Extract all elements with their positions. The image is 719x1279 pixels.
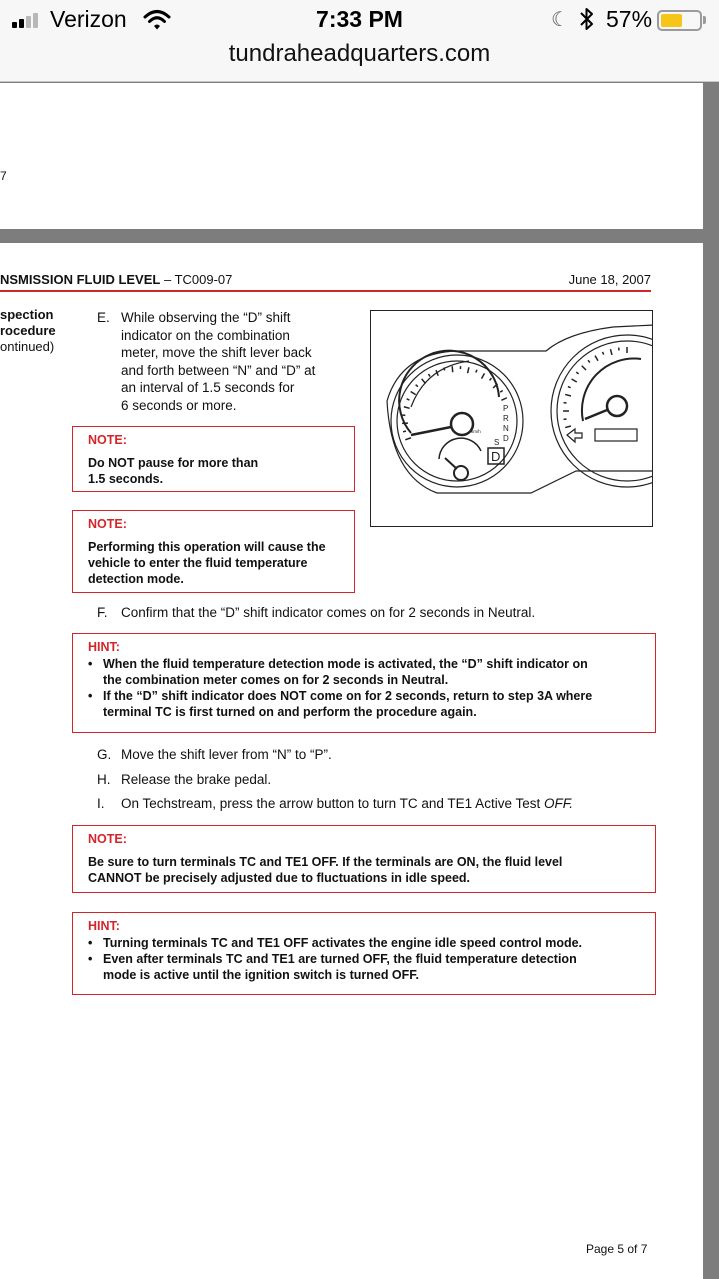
- note-line: Performing this operation will cause the: [88, 540, 326, 554]
- document-date: June 18, 2007: [568, 272, 651, 287]
- battery-nub: [703, 16, 706, 24]
- step-letter: F.: [97, 605, 108, 620]
- step-letter: H.: [97, 772, 111, 787]
- step-i-main: On Techstream, press the arrow button to turn TC and TE1 Active Test: [121, 796, 544, 811]
- battery-fill: [661, 14, 682, 27]
- gear-letter-s: S: [494, 438, 500, 447]
- gauge-tick: [422, 379, 426, 384]
- step-g-text: Move the shift lever from “N” to “P”.: [121, 747, 332, 762]
- note-line: vehicle to enter the fluid temperature: [88, 556, 308, 570]
- hint-bullet: [88, 688, 641, 720]
- gauge-tick: [444, 368, 445, 371]
- hint-line: • When the fluid temperature detection mode is activated, the “D” shift indicator on: [103, 657, 588, 671]
- section-label-line: rocedure: [0, 323, 56, 338]
- combination-meter-drawing: [371, 311, 653, 527]
- gauge-label: km/h: [471, 429, 481, 434]
- gauge-tick: [468, 367, 469, 373]
- hint-bullet: [88, 951, 641, 983]
- step-f-text: Confirm that the “D” shift indicator comes on for 2 seconds in Neutral.: [121, 605, 536, 620]
- note-title: NOTE:: [88, 832, 127, 846]
- gauge-tick: [411, 391, 416, 394]
- gauge-tick: [476, 370, 477, 373]
- hint-line: • Even after terminals TC and TE1 are turned OFF, the fluid temperature detection: [103, 952, 577, 966]
- document-header: [0, 272, 651, 292]
- gauge-tick: [565, 426, 571, 428]
- hint-line: • If the “D” shift indicator does NOT come on for 2 seconds, return to step 3A where: [103, 689, 593, 703]
- note-line: CANNOT be precisely adjusted due to fluctuations in idle speed.: [88, 871, 471, 885]
- hint-line: mode is active until the ignition switch is turned OFF.: [103, 968, 420, 982]
- hint-bullet: [88, 935, 641, 951]
- hint-title: HINT:: [88, 640, 120, 654]
- step-h-text: Release the brake pedal.: [121, 772, 272, 787]
- previous-page: [0, 83, 703, 229]
- step-line: and forth between “N” and “D” at: [121, 362, 316, 378]
- note-line: Be sure to turn terminals TC and TE1 OFF. If the terminals are ON, the fluid level: [88, 855, 563, 869]
- section-label-line: ontinued): [0, 339, 55, 354]
- clock: 7:33 PM: [316, 6, 403, 32]
- step-line: indicator on the combination: [121, 327, 290, 343]
- gauge-tick: [501, 398, 506, 401]
- step-i-text: [121, 795, 573, 813]
- gauge-tick: [603, 352, 604, 355]
- gauge-tick: [407, 399, 410, 400]
- step-line: While observing the “D” shift: [121, 310, 291, 325]
- gauge-tick: [576, 372, 578, 374]
- step-line: meter, move the shift lever back: [121, 345, 312, 360]
- previous-page-number: 7: [0, 169, 7, 183]
- note-box: [72, 825, 656, 893]
- pdf-viewer-scroll-gutter: [703, 82, 719, 1279]
- document-code: – TC009-07: [160, 272, 233, 287]
- battery-percent: 57%: [606, 6, 653, 32]
- hint-title: HINT:: [88, 919, 120, 933]
- combination-meter-figure: [370, 310, 653, 527]
- step-i: [97, 795, 657, 815]
- gauge-tick: [610, 349, 612, 355]
- gauge-tick: [595, 356, 598, 361]
- gauge-tick: [565, 394, 571, 396]
- step-e-text: [121, 309, 315, 414]
- document-title: [0, 272, 232, 287]
- gauge-tick: [582, 366, 586, 370]
- hint-line: terminal TC is first turned on and perform the procedure again.: [103, 705, 477, 719]
- step-letter: I.: [97, 796, 105, 811]
- hint-bullet: [88, 656, 641, 688]
- gear-letter-r: R: [503, 414, 509, 423]
- note-title: NOTE:: [88, 517, 127, 531]
- gauge-tick: [403, 431, 406, 432]
- step-g: [97, 746, 657, 766]
- step-f: [97, 604, 657, 624]
- gear-letter-p: P: [503, 404, 509, 413]
- gauge-tick: [405, 438, 411, 440]
- battery-icon: [657, 10, 702, 31]
- page-number: Page 5 of 7: [586, 1242, 648, 1256]
- gauge-tick: [572, 379, 577, 382]
- gear-letter-n: N: [503, 424, 509, 433]
- step-letter: E.: [97, 310, 110, 325]
- step-letter: G.: [97, 747, 112, 762]
- gauge-tick: [500, 390, 502, 392]
- note-box: [72, 426, 355, 492]
- gauge-tick: [436, 370, 438, 376]
- gauge-tick: [404, 407, 410, 409]
- bluetooth-icon: [578, 6, 596, 32]
- hint-line: the combination meter comes on for 2 seconds in Neutral.: [103, 673, 449, 687]
- carrier-name: Verizon: [50, 6, 127, 32]
- address-bar[interactable]: [0, 40, 719, 82]
- gauge-tick: [452, 366, 453, 372]
- hint-box: [72, 633, 656, 733]
- title-text: NSMISSION FLUID LEVEL: [0, 272, 161, 287]
- step-line: 6 seconds or more.: [121, 397, 237, 413]
- note-line: 1.5 seconds.: [88, 472, 164, 486]
- hint-line: • Turning terminals TC and TE1 OFF activates the engine idle speed control mode.: [103, 936, 583, 950]
- section-label-line: spection: [0, 307, 54, 322]
- section-label: [0, 307, 56, 355]
- gear-letter-d: D: [503, 434, 509, 443]
- tachometer-ticks: [402, 366, 507, 440]
- gauge-tick: [416, 385, 418, 387]
- note-line: detection mode.: [88, 572, 184, 586]
- note-line: Do NOT pause for more than: [88, 456, 259, 470]
- url-text[interactable]: tundraheadquarters.com: [228, 40, 491, 67]
- gauge-tick: [482, 373, 485, 378]
- gauge-tick: [490, 378, 492, 380]
- step-e: [97, 309, 359, 419]
- step-i-italic: OFF.: [543, 796, 573, 811]
- gear-indicator-d: D: [491, 449, 501, 464]
- step-h: [97, 771, 657, 791]
- gauge-tick: [588, 360, 590, 362]
- step-line: an interval of 1.5 seconds for: [121, 380, 295, 395]
- note-title: NOTE:: [88, 433, 127, 447]
- moon-icon: ☾: [551, 9, 569, 31]
- gauge-tick: [428, 374, 430, 377]
- gauge-tick: [568, 387, 571, 388]
- hint-box: [72, 912, 656, 995]
- status-bar: [0, 0, 719, 40]
- note-box: [72, 510, 355, 593]
